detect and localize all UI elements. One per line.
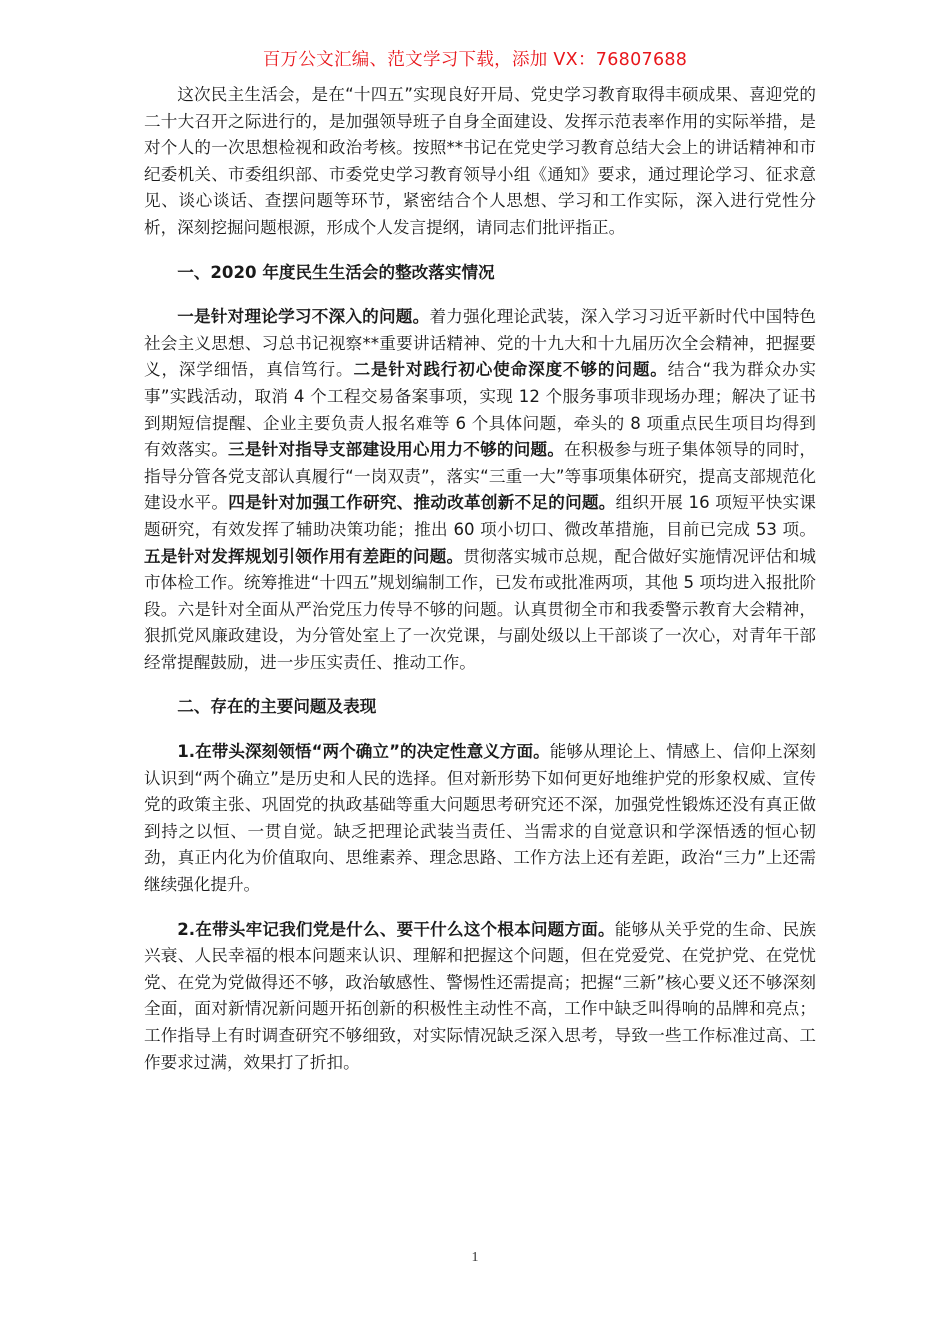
item-title: 一是针对理论学习不深入的问题。 — [177, 307, 430, 327]
item-text: 在积极参与班子集体领导的同时，指导分管各党支部认真履行“一岗双责”，落实“三重一大”等事项集体研究，提高支部规范化建设水平。 — [144, 440, 817, 513]
item-text: 着力强化理论武装，深入学习习近平新时代中国特色社会主义思想、习总书记视察**重要讲话精神、党的十九大和十九届历次全会精神，把握要义，深学细悟，真信笃行。 — [144, 307, 816, 380]
problem-paragraph-2 — [144, 917, 816, 1077]
item-title: 1.在带头深刻领悟“两个确立”的决定性意义方面。 — [177, 742, 550, 762]
problem-paragraph-1 — [144, 739, 816, 899]
header-banner: 百万公文汇编、范文学习下载，添加 VX：76807688 — [262, 50, 688, 70]
item-text: 组织开展 16 项短平快实课题研究，有效发挥了辅助决策功能；推出 60 项小切口、微改革措施，目前已完成 53 项。 — [144, 493, 817, 539]
section1-paragraph — [144, 304, 816, 676]
item-text: 能够从理论上、情感上、信仰上深刻认识到“两个确立”是历史和人民的选择。但对新形势下如何更好地维护党的形象权威、宣传党的政策主张、巩固党的执政基础等重大问题思考研究还不深，加强党性锻炼还没有真正做到持之以恒、一贯自觉。缺乏把理论武装当责任、当需求的自觉意识和学深悟透的恒心韧劲，真正内化为价值取向、思维素养、理念思路、工作方法上还有差距，政治“三力”上还需继续强化提升。 — [144, 742, 816, 895]
intro-paragraph: 这次民主生活会，是在“十四五”实现良好开局、党史学习教育取得丰硕成果、喜迎党的二十大召开之际进行的，是加强领导班子自身全面建设、发挥示范表率作用的实际举措，是对个人的一次思想检视和政治考核。按照**书记在党史学习教育总结大会上的讲话精神和市纪委机关、市委组织部、市委党史学习教育领导小组《通知》要求，通过理论学习、征求意见、谈心谈话、查摆问题等环节，紧密结合个人思想、学习和工作实际，深入进行党性分析，深刻挖掘问题根源，形成个人发言提纲，请同志们批评指正。 — [144, 85, 816, 237]
item-title: 三是针对指导支部建设用心用力不够的问题。 — [228, 440, 565, 460]
item-text: 贯彻落实城市总规，配合做好实施情况评估和城市体检工作。统筹推进“十四五”规划编制工作，已发布或批准两项，其他 5 项均进入报批阶段。六是针对全面从严治党压力传导不够的问题。认真贯彻全市和我委警示教育大会精神，狠抓党风廉政建设，为分管处室上了一次党课，与副处级以上干部谈了一次心，对青年干部经常提醒鼓励，进一步压实责任、推动工作。 — [144, 546, 817, 672]
item-text: 结合“我为群众办实事”实践活动，取消 4 个工程交易备案事项，实现 12 个服务事项非现场办理；解决了证书到期短信提醒、企业主要负责人报名难等 6 个具体问题，牵头的 8 项重点民生项目均得到有效落实。 — [144, 360, 817, 460]
item-title: 2.在带头牢记我们党是什么、要干什么这个根本问题方面。 — [177, 919, 615, 939]
item-title: 二是针对践行初心使命深度不够的问题。 — [353, 360, 668, 380]
item-title: 四是针对加强工作研究、推动改革创新不足的问题。 — [228, 493, 616, 513]
item-title: 五是针对发挥规划引领作用有差距的问题。 — [144, 546, 464, 566]
item-text: 能够从关乎党的生命、民族兴衰、人民幸福的根本问题来认识、理解和把握这个问题，但在党爱党、在党护党、在党忧党、在党为党做得还不够，政治敏感性、警惕性还需提高；把握“三新”核心要义还不够深刻全面，面对新情况新问题开拓创新的积极性主动性不高，工作中缺乏叫得响的品牌和亮点；工作指导上有时调查研究不够细致，对实际情况缺乏深入思考，导致一些工作标准过高、工作要求过满，效果打了折扣。 — [144, 919, 816, 1072]
document-body — [144, 82, 816, 1076]
section-heading-1: 一、2020 年度民生生活会的整改落实情况 — [177, 262, 495, 282]
section-heading-2: 二、存在的主要问题及表现 — [177, 697, 377, 717]
page-number: 1 — [471, 1250, 479, 1265]
